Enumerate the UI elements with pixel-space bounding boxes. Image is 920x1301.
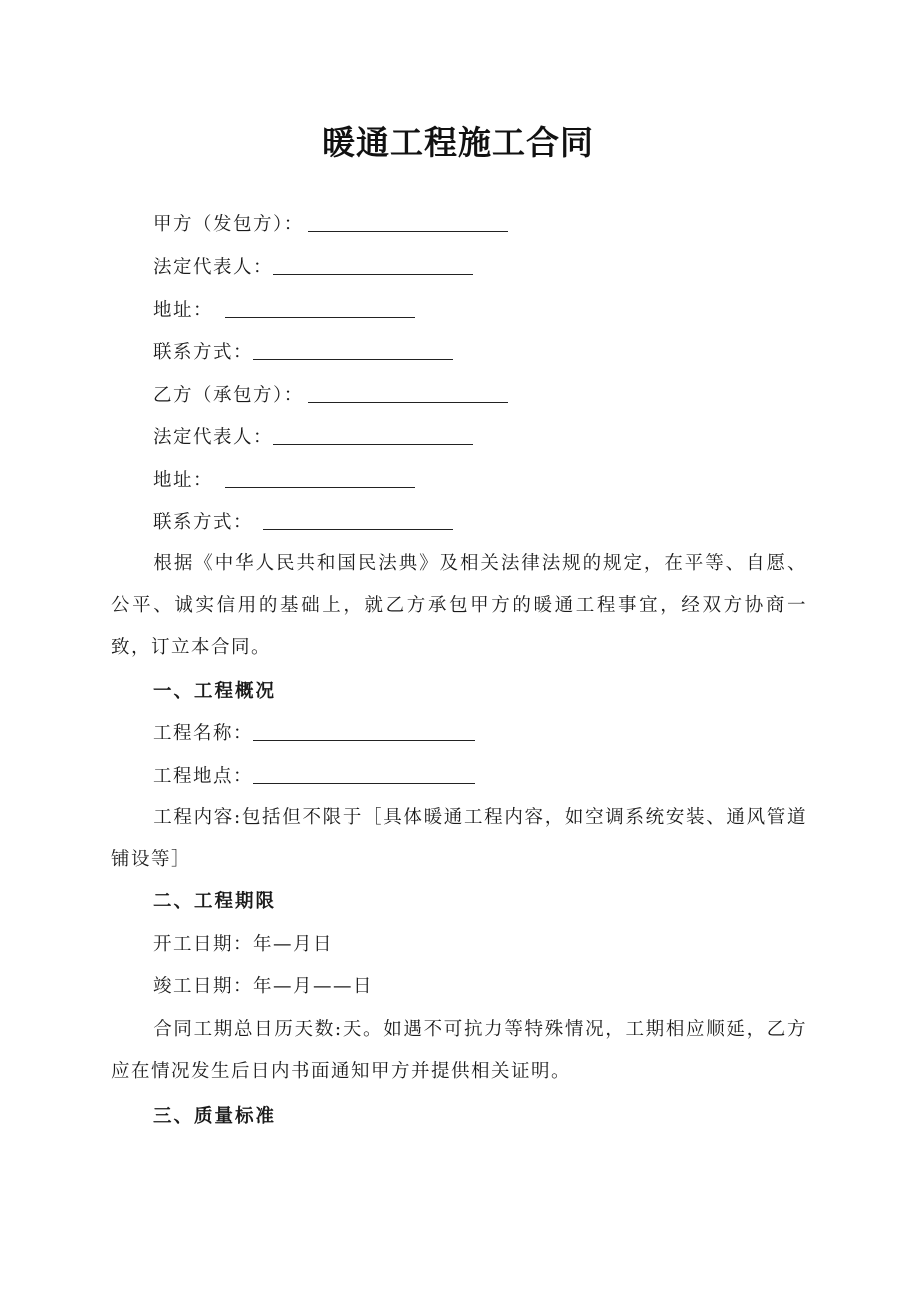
project-name-blank[interactable] <box>253 722 475 741</box>
party-b-contact-line <box>153 510 453 536</box>
party-b-rep-label: 法定代表人： <box>153 427 274 448</box>
party-a-addr-label: 地址： <box>153 300 214 321</box>
party-b-line <box>153 383 508 409</box>
party-b-label: 乙方（承包方）： <box>153 385 304 406</box>
section-3-heading: 三、质量标准 <box>153 1106 277 1127</box>
party-a-rep-label: 法定代表人： <box>153 257 274 278</box>
project-name-line <box>153 721 475 747</box>
party-a-blank[interactable] <box>308 213 508 232</box>
party-b-addr-label: 地址： <box>153 470 214 491</box>
start-date-line: 开工日期：年—月日 <box>153 934 334 955</box>
project-name-label: 工程名称： <box>153 723 254 744</box>
party-a-rep-blank[interactable] <box>273 256 473 275</box>
duration-text: 合同工期总日历天数:天。如遇不可抗力等特殊情况，工期相应顺延，乙方应在情况发生后日内书面通知甲方并提供相关证明。 <box>111 1019 807 1082</box>
party-b-rep-blank[interactable] <box>273 426 473 445</box>
party-b-contact-label: 联系方式： <box>153 512 254 533</box>
party-b-rep-line <box>153 425 473 451</box>
project-location-line <box>153 764 475 790</box>
party-a-contact-label: 联系方式： <box>153 342 254 363</box>
party-a-contact-blank[interactable] <box>253 341 453 360</box>
project-location-blank[interactable] <box>253 765 475 784</box>
section-2-heading: 二、工程期限 <box>153 891 277 912</box>
project-content-text: 工程内容:包括但不限于［具体暖通工程内容，如空调系统安装、通风管道铺设等］ <box>111 807 807 870</box>
party-b-addr-line <box>153 468 415 494</box>
party-b-contact-blank[interactable] <box>263 511 453 530</box>
party-a-addr-line <box>153 298 415 324</box>
page-title: 暖通工程施工合同 <box>322 123 594 162</box>
party-a-addr-blank[interactable] <box>225 299 415 318</box>
party-a-contact-line <box>153 340 453 366</box>
party-b-blank[interactable] <box>308 384 508 403</box>
end-date-line: 竣工日期：年—月——日 <box>153 976 374 997</box>
intro-text: 根据《中华人民共和国民法典》及相关法律法规的规定，在平等、自愿、公平、诚实信用的基础上，就乙方承包甲方的暖通工程事宜，经双方协商一致，订立本合同。 <box>111 553 807 658</box>
party-b-addr-blank[interactable] <box>225 469 415 488</box>
section-1-heading: 一、工程概况 <box>153 681 277 702</box>
intro-paragraph <box>111 543 807 669</box>
party-a-label: 甲方（发包方）： <box>153 214 304 235</box>
project-location-label: 工程地点： <box>153 766 254 787</box>
project-content-paragraph <box>111 797 807 881</box>
party-a-line <box>153 212 508 238</box>
duration-paragraph <box>111 1009 807 1093</box>
party-a-rep-line <box>153 255 473 281</box>
